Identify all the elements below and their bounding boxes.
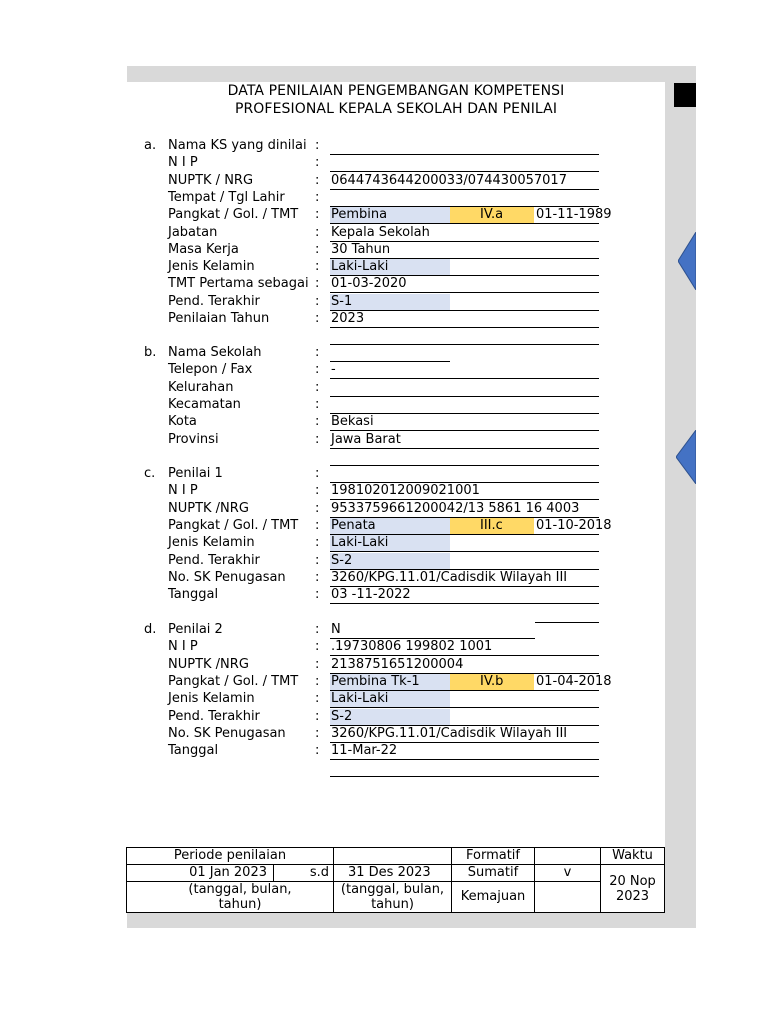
field-label: Kecamatan xyxy=(168,396,241,412)
periode-header: Periode penilaian xyxy=(127,848,334,865)
field-label: NUPTK /NRG xyxy=(168,656,249,672)
field-colon: : xyxy=(315,362,320,378)
field-colon: : xyxy=(315,552,320,568)
sumatif-mark: v xyxy=(535,865,601,882)
field-label: No. SK Penugasan xyxy=(168,569,286,585)
field-label: Penilai 2 xyxy=(168,622,223,637)
field-label: Pend. Terakhir xyxy=(168,293,260,309)
field-value[interactable]: 30 Tahun xyxy=(331,241,391,257)
field-colon: : xyxy=(315,138,320,153)
field-value[interactable]: .19730806 199802 1001 xyxy=(331,639,493,655)
field-label: Nama Sekolah xyxy=(168,345,262,360)
field-value[interactable]: N xyxy=(331,622,341,637)
field-value[interactable]: Laki-Laki xyxy=(331,691,389,707)
field-label: Tempat / Tgl Lahir xyxy=(168,189,285,205)
left-arrow-icon[interactable] xyxy=(678,232,696,290)
field-value[interactable]: S-1 xyxy=(331,293,353,309)
field-value[interactable]: Pembina Tk-1 xyxy=(331,673,420,689)
field-label: Kota xyxy=(168,414,197,430)
field-label: N I P xyxy=(168,155,198,171)
field-value[interactable]: 2138751651200004 xyxy=(331,656,464,672)
page-frame-top xyxy=(127,66,696,82)
field-label: Telepon / Fax xyxy=(168,362,253,378)
periode-start-note: (tanggal, bulan, tahun) xyxy=(127,882,334,913)
formatif-label: Formatif xyxy=(452,848,535,865)
field-underline xyxy=(330,327,599,328)
field-colon: : xyxy=(315,708,320,724)
field-underline-extra xyxy=(330,776,599,777)
field-colon: : xyxy=(315,535,320,551)
waktu-value: 20 Nop 2023 xyxy=(601,865,665,913)
field-label: Jenis Kelamin xyxy=(168,259,255,275)
field-colon: : xyxy=(315,345,320,360)
field-colon: : xyxy=(315,656,320,672)
field-value[interactable]: 03 -11-2022 xyxy=(331,587,411,603)
field-colon: : xyxy=(315,414,320,430)
field-colon: : xyxy=(315,466,320,481)
field-value[interactable]: 11-Mar-22 xyxy=(331,743,398,759)
field-label: Nama KS yang dinilai xyxy=(168,138,307,153)
page-frame-bottom xyxy=(127,913,696,928)
field-value[interactable]: S-2 xyxy=(331,552,353,568)
field-underline xyxy=(330,310,599,311)
left-arrow-icon-2[interactable] xyxy=(676,430,696,484)
field-underline xyxy=(330,378,599,379)
golongan-value[interactable]: IV.a xyxy=(480,207,504,223)
field-colon: : xyxy=(315,396,320,412)
field-label: Pend. Terakhir xyxy=(168,552,260,568)
periode-start: 01 Jan 2023 xyxy=(127,865,274,882)
field-underline xyxy=(330,361,450,362)
field-colon: : xyxy=(315,673,320,689)
sumatif-label: Sumatif xyxy=(452,865,535,882)
waktu-label: Waktu xyxy=(601,848,665,865)
field-label: Jabatan xyxy=(168,224,218,240)
field-colon: : xyxy=(315,259,320,275)
field-label: N I P xyxy=(168,639,198,655)
section-marker: d. xyxy=(144,622,157,637)
field-label: Pangkat / Gol. / TMT xyxy=(168,673,299,689)
field-value[interactable]: Kepala Sekolah xyxy=(331,224,430,240)
field-colon: : xyxy=(315,311,320,326)
field-value[interactable]: - xyxy=(331,362,336,378)
field-colon: : xyxy=(315,691,320,707)
field-label: Provinsi xyxy=(168,431,219,447)
field-underline xyxy=(330,154,599,155)
field-label: Penilaian Tahun xyxy=(168,311,270,326)
field-label: TMT Pertama sebagai xyxy=(168,276,309,292)
section-marker: c. xyxy=(144,466,156,481)
field-colon: : xyxy=(315,725,320,741)
field-colon: : xyxy=(315,639,320,655)
field-underline xyxy=(330,448,599,449)
field-value[interactable]: 2023 xyxy=(331,311,365,326)
field-label: NUPTK / NRG xyxy=(168,172,254,188)
field-underline xyxy=(330,603,599,604)
field-colon: : xyxy=(315,743,320,759)
field-label: Tanggal xyxy=(168,743,219,759)
field-label: Jenis Kelamin xyxy=(168,535,255,551)
field-value[interactable]: Bekasi xyxy=(331,414,374,430)
field-colon: : xyxy=(315,379,320,395)
field-value[interactable]: Pembina xyxy=(331,207,388,223)
document-title-line2: PROFESIONAL KEPALA SEKOLAH DAN PENILAI xyxy=(234,101,558,117)
field-colon: : xyxy=(315,483,320,499)
field-label: Kelurahan xyxy=(168,379,234,395)
field-value[interactable]: Jawa Barat xyxy=(331,431,401,447)
page-frame-right xyxy=(665,66,696,928)
tmt-value[interactable]: 01-10-2018 xyxy=(536,517,612,533)
field-colon: : xyxy=(315,622,320,637)
tmt-value[interactable]: 01-04-2018 xyxy=(536,673,612,689)
field-underline xyxy=(330,759,599,760)
field-label: Jenis Kelamin xyxy=(168,691,255,707)
field-value[interactable]: 01-03-2020 xyxy=(331,276,407,292)
field-colon: : xyxy=(315,500,320,516)
periode-end: 31 Des 2023 xyxy=(334,865,452,882)
field-underline-extra xyxy=(330,465,599,466)
field-underline-extra xyxy=(330,344,599,345)
field-colon: : xyxy=(315,189,320,205)
field-label: Penilai 1 xyxy=(168,466,223,481)
field-colon: : xyxy=(315,172,320,188)
field-label: Pend. Terakhir xyxy=(168,708,260,724)
golongan-value[interactable]: III.c xyxy=(480,517,503,533)
field-colon: : xyxy=(315,517,320,533)
document-title-line1: DATA PENILAIAN PENGEMBANGAN KOMPETENSI xyxy=(227,83,565,99)
periode-sd: s.d xyxy=(274,865,334,882)
field-colon: : xyxy=(315,207,320,223)
field-colon: : xyxy=(315,224,320,240)
field-underline xyxy=(330,189,599,190)
field-value[interactable]: 9533759661200042/13 5861 16 4003 xyxy=(331,500,580,516)
field-value[interactable]: 3260/KPG.11.01/Cadisdik Wilayah III xyxy=(331,725,568,741)
field-label: No. SK Penugasan xyxy=(168,725,286,741)
field-underline-extra xyxy=(535,622,599,623)
periode-end-note: (tanggal, bulan, tahun) xyxy=(334,882,452,913)
periode-table xyxy=(126,847,665,913)
field-colon: : xyxy=(315,293,320,309)
field-value[interactable]: Laki-Laki xyxy=(331,259,389,275)
field-colon: : xyxy=(315,587,320,603)
field-value[interactable]: 3260/KPG.11.01/Cadisdik Wilayah III xyxy=(331,569,568,585)
field-colon: : xyxy=(315,276,320,292)
golongan-value[interactable]: IV.b xyxy=(480,673,504,689)
field-label: Pangkat / Gol. / TMT xyxy=(168,517,299,533)
field-value[interactable]: Laki-Laki xyxy=(331,535,389,551)
field-label: N I P xyxy=(168,483,198,499)
kemajuan-label: Kemajuan xyxy=(452,882,535,913)
field-underline xyxy=(330,396,599,397)
field-colon: : xyxy=(315,241,320,257)
field-label: NUPTK /NRG xyxy=(168,500,249,516)
field-value[interactable]: 0644743644200033/074430057017 xyxy=(331,172,567,188)
tmt-value[interactable]: 01-11-1989 xyxy=(536,207,612,223)
field-colon: : xyxy=(315,431,320,447)
field-value[interactable]: Penata xyxy=(331,517,376,533)
field-value[interactable]: S-2 xyxy=(331,708,353,724)
field-label: Tanggal xyxy=(168,587,219,603)
field-colon: : xyxy=(315,155,320,171)
field-label: Pangkat / Gol. / TMT xyxy=(168,207,299,223)
section-marker: b. xyxy=(144,345,157,360)
black-marker-block xyxy=(674,83,696,107)
field-label: Masa Kerja xyxy=(168,241,239,257)
field-value[interactable]: 198102012009021001 xyxy=(331,483,480,499)
section-marker: a. xyxy=(144,138,157,153)
field-colon: : xyxy=(315,569,320,585)
